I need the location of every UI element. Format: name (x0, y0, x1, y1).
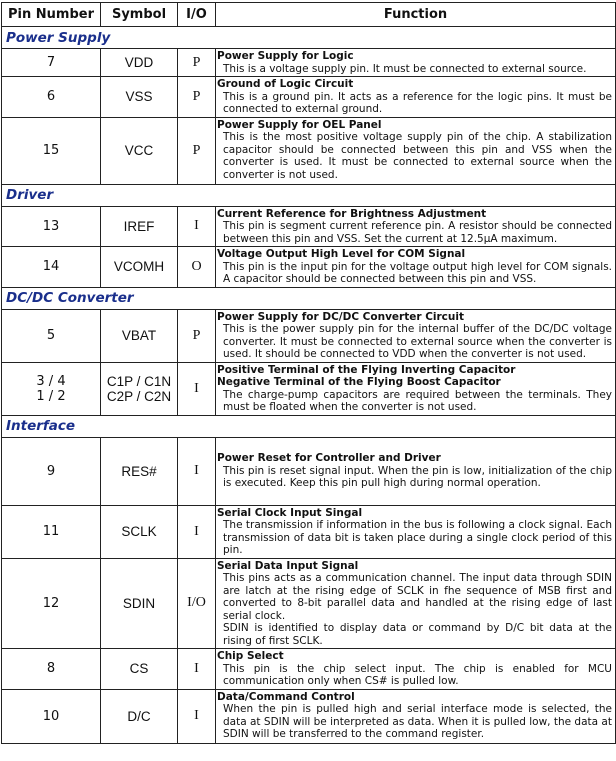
function-description: This pin is the chip select input. The chip is enabled for MCU communication only when CS# is pulled low. (223, 662, 612, 687)
header-function: Function (216, 3, 616, 27)
pin-number: 6 (2, 77, 101, 118)
pin-number-2: 1 / 2 (36, 388, 66, 404)
function-description: This is a ground pin. It acts as a reference for the logic pins. It must be connected to external ground. (223, 90, 612, 115)
function-description: This pin is reset signal input. When the pin is low, initialization of the chip is executed. Keep this pin pull high during normal operation. (223, 464, 612, 490)
pin-io: I (178, 689, 216, 743)
function-title: Voltage Output High Level for COM Signal (217, 248, 466, 260)
pin-io: P (178, 309, 216, 362)
pin-function (216, 247, 616, 288)
section-interface (2, 415, 616, 437)
section-dc-dc-converter (2, 287, 616, 309)
pin-symbol-1: C1P / C1N (106, 373, 172, 389)
pin-number: 7 (2, 49, 101, 77)
function-description: This is a voltage supply pin. It must be connected to external source. (223, 62, 587, 75)
pin-io: I/O (178, 558, 216, 649)
function-description: This is the power supply pin for the internal buffer of the DC/DC voltage converter. It must be connected to external source when the converter is used. It should be connected to VDD when the converter is not used. (223, 323, 612, 360)
pin-symbol: VCOMH (101, 247, 178, 288)
table-row-vcomh (2, 247, 616, 288)
table-row-vdd (2, 49, 616, 77)
pin-function (216, 505, 616, 558)
pin-number: 9 (2, 437, 101, 505)
table-row-vss (2, 77, 616, 118)
section-driver (2, 184, 616, 206)
pin-symbol: VSS (101, 77, 178, 118)
pin-symbol: VBAT (101, 309, 178, 362)
function-title: Serial Data Input Signal (217, 559, 359, 572)
pin-number-1: 3 / 4 (36, 373, 66, 389)
table-header (2, 3, 616, 27)
pin-symbol: SCLK (101, 505, 178, 558)
pin-number: 11 (2, 505, 101, 558)
table-row-flying-capacitor (2, 362, 616, 415)
pin-io: I (178, 505, 216, 558)
pin-number: 5 (2, 309, 101, 362)
section-title: DC/DC Converter (2, 287, 616, 309)
section-title: Driver (2, 184, 616, 206)
pin-io: P (178, 117, 216, 184)
pin-function (216, 437, 616, 505)
pin-symbol: IREF (101, 206, 178, 247)
function-title: Power Supply for DC/DC Converter Circuit (217, 310, 464, 323)
pin-symbol (101, 362, 178, 415)
function-description: When the pin is pulled high and serial interface mode is selected, the data at SDIN will be interpreted as data. When it is pulled low, the data at SDIN will be transferred to the command register. (223, 703, 612, 740)
pin-function (216, 649, 616, 690)
function-title: Data/Command Control (217, 690, 355, 703)
function-title: Chip Select (217, 650, 284, 662)
function-title: Ground of Logic Circuit (217, 78, 354, 90)
function-title: Positive Terminal of the Flying Inverting Capacitor (217, 363, 516, 376)
pin-symbol: VDD (101, 49, 178, 77)
pin-function (216, 77, 616, 118)
table-row-vcc (2, 117, 616, 184)
pin-symbol: D/C (101, 689, 178, 743)
pin-number: 15 (2, 117, 101, 184)
pin-function (216, 558, 616, 649)
pin-io: P (178, 77, 216, 118)
function-title: Power Supply for Logic (217, 50, 354, 62)
header-io: I/O (178, 3, 216, 27)
pin-symbol: RES# (101, 437, 178, 505)
pin-symbol: VCC (101, 117, 178, 184)
pin-io: I (178, 206, 216, 247)
table-row-iref (2, 206, 616, 247)
pin-number: 8 (2, 649, 101, 690)
function-description: This pins acts as a communication channel. The input data through SDIN are latch at the rising edge of SCLK in fhe sequence of MSB first and converted to 8-bit parallel data and handled at the rising edge of last serial clock. (223, 572, 612, 622)
pin-symbol: SDIN (101, 558, 178, 649)
function-title: Current Reference for Brightness Adjustment (217, 207, 487, 220)
pin-number: 10 (2, 689, 101, 743)
table-row-sdin (2, 558, 616, 649)
function-title: Serial Clock Input Singal (217, 506, 363, 519)
pin-number (2, 362, 101, 415)
function-description: This pin is segment current reference pin. A resistor should be connected between this pin and VSS. Set the current at 12.5μA maximum. (223, 220, 612, 245)
pin-function (216, 206, 616, 247)
table-row-res (2, 437, 616, 505)
pin-io: I (178, 649, 216, 690)
pin-io: P (178, 49, 216, 77)
function-description: The transmission if information in the bus is following a clock signal. Each transmission of data bit is taken place during a single clock period of this pin. (223, 519, 612, 556)
table-row-cs (2, 649, 616, 690)
function-title: Power Reset for Controller and Driver (217, 452, 441, 465)
header-pin-number: Pin Number (2, 3, 101, 27)
function-description-2: SDIN is identified to display data or command by D/C bit data at the rising of first SCLK. (223, 622, 612, 647)
pin-function (216, 689, 616, 743)
pin-description-table (1, 2, 616, 744)
table-row-dc (2, 689, 616, 743)
pin-number: 12 (2, 558, 101, 649)
section-title: Power Supply (2, 27, 616, 49)
pin-function (216, 362, 616, 415)
pin-symbol: CS (101, 649, 178, 690)
pin-io: I (178, 437, 216, 505)
pin-function (216, 309, 616, 362)
table-row-vbat (2, 309, 616, 362)
table-row-sclk (2, 505, 616, 558)
pin-function (216, 49, 616, 77)
function-description: The charge-pump capacitors are required between the terminals. They must be floated when the converter is not used. (223, 388, 612, 413)
pin-io: O (178, 247, 216, 288)
pin-number: 13 (2, 206, 101, 247)
function-description: This is the most positive voltage supply pin of the chip. A stabilization capacitor should be connected between this pin and VSS when the converter is used. It must be connected to external source when the converter is not used. (223, 131, 612, 181)
pin-function (216, 117, 616, 184)
section-power-supply (2, 27, 616, 49)
function-title: Negative Terminal of the Flying Boost Capacitor (217, 376, 501, 388)
pin-symbol-2: C2P / C2N (106, 388, 172, 404)
pin-number: 14 (2, 247, 101, 288)
header-symbol: Symbol (101, 3, 178, 27)
function-description: This pin is the input pin for the voltage output high level for COM signals. A capacitor should be connected between this pin and VSS. (223, 260, 612, 285)
section-title: Interface (2, 415, 616, 437)
pin-io: I (178, 362, 216, 415)
function-title: Power Supply for OEL Panel (217, 118, 382, 131)
